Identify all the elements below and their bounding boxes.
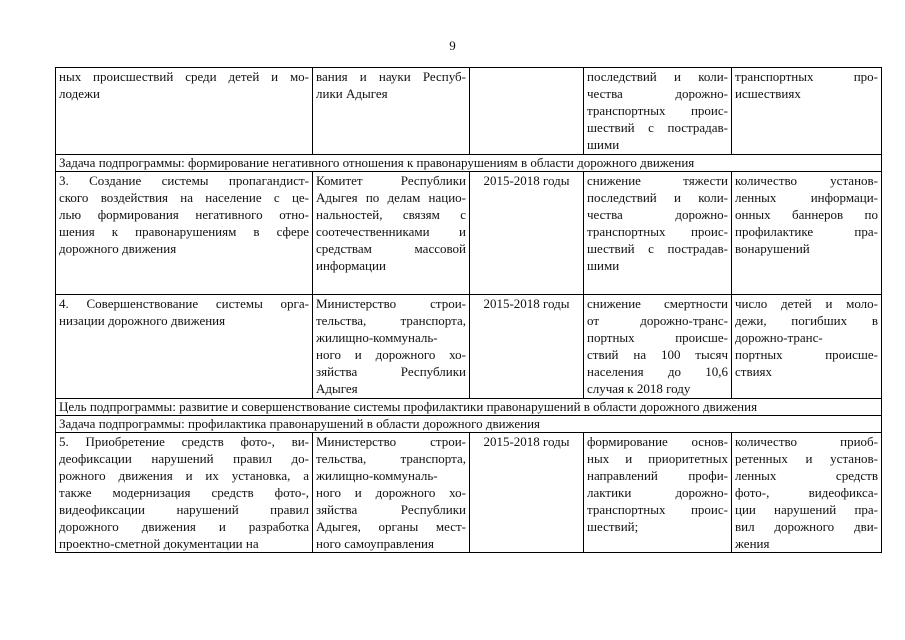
cell-line: снижение смертности	[587, 296, 728, 311]
cell-line: Комитет Республики	[316, 173, 466, 188]
cell-line: нальностей, связям с	[316, 207, 466, 222]
cell-line: шествий с пострадав-	[587, 241, 728, 256]
table-row	[56, 295, 882, 399]
goal-row	[56, 399, 882, 416]
cell-line: ствиях	[735, 364, 773, 379]
cell-line: тельства, транспорта,	[316, 451, 466, 466]
cell-line: ного самоуправления	[316, 536, 434, 551]
indicator-cell	[732, 172, 882, 295]
cell-line: шения к правонарушениям в сфере	[59, 224, 309, 239]
table-row	[56, 68, 882, 155]
period-cell	[470, 68, 584, 155]
cell-line: транспортных проис-	[587, 224, 728, 239]
task-heading: Задача подпрограммы: формирование негативного отношения к правонарушениям в области дорожного движения	[56, 155, 882, 172]
cell-line: проектно-сметной документации на	[59, 536, 259, 551]
cell-line: населения до 10,6	[587, 364, 728, 379]
cell-line: ленных средств	[735, 468, 878, 483]
cell-line: информации	[316, 258, 386, 273]
cell-line: ных и приоритетных	[587, 451, 728, 466]
cell-line: дорожного движения и разработка	[59, 519, 309, 534]
cell-line: случая к 2018 году	[587, 381, 691, 396]
cell-line: дорожного движения	[59, 241, 177, 256]
cell-line: чества дорожно-	[587, 207, 728, 222]
cell-line: последствий и коли-	[587, 69, 728, 84]
cell-line: вил дорожного дви-	[735, 519, 878, 534]
cell-line: транспортных про-	[735, 69, 878, 84]
cell-line: низации дорожного движения	[59, 313, 226, 328]
cell-line: Министерство строи-	[316, 296, 466, 311]
cell-line: шествий с пострадав-	[587, 120, 728, 135]
cell-line: ции нарушений пра-	[735, 502, 878, 517]
result-cell	[584, 68, 732, 155]
cell-line: Адыгея по делам нацио-	[316, 190, 466, 205]
cell-line: исшествиях	[735, 86, 801, 101]
activity-cell	[56, 172, 313, 295]
executor-cell	[313, 295, 470, 399]
cell-line: ленных информаци-	[735, 190, 878, 205]
cell-line: онных баннеров по	[735, 207, 878, 222]
cell-line: количество приоб-	[735, 434, 878, 449]
cell-line: Адыгея, органы мест-	[316, 519, 466, 534]
cell-line: ского воздействия на население с це-	[59, 190, 309, 205]
cell-line: ного и дорожного хо-	[316, 485, 466, 500]
executor-cell	[313, 68, 470, 155]
cell-line: соотечественниками и	[316, 224, 466, 239]
cell-line: профилактике пра-	[735, 224, 878, 239]
cell-line: портных происше-	[735, 347, 878, 362]
cell-line: транспортных проис-	[587, 103, 728, 118]
cell-line: зяйства Республики	[316, 502, 466, 517]
cell-line: средствам массовой	[316, 241, 466, 256]
cell-line: также модернизация средств фото-,	[59, 485, 309, 500]
cell-line: лодежи	[59, 86, 100, 101]
executor-cell	[313, 172, 470, 295]
cell-line: шими	[587, 258, 620, 273]
indicator-cell	[732, 68, 882, 155]
cell-line: шествий;	[587, 519, 639, 534]
cell-line: направлений профи-	[587, 468, 728, 483]
cell-line: ретенных и установ-	[735, 451, 878, 466]
cell-line: видеофиксации нарушений правил	[59, 502, 309, 517]
cell-line: 4. Совершенствование системы орга-	[59, 296, 309, 311]
result-cell	[584, 433, 732, 553]
executor-cell	[313, 433, 470, 553]
cell-line: снижение тяжести	[587, 173, 728, 188]
cell-line: количество установ-	[735, 173, 878, 188]
cell-line: вонарушений	[735, 241, 810, 256]
activity-cell	[56, 295, 313, 399]
cell-line: шими	[587, 137, 620, 152]
cell-line: дорожно-транс-	[735, 330, 823, 345]
cell-line: ствий на 100 тысяч	[587, 347, 728, 362]
cell-line: 5. Приобретение средств фото-, ви-	[59, 434, 309, 449]
period-cell: 2015-2018 годы	[470, 295, 584, 399]
indicator-cell	[732, 433, 882, 553]
cell-line: транспортных проис-	[587, 502, 728, 517]
activity-cell	[56, 433, 313, 553]
cell-line: фото-, видеофикса-	[735, 485, 878, 500]
cell-line: 3. Создание системы пропагандист-	[59, 173, 309, 188]
task-row	[56, 155, 882, 172]
table-row	[56, 433, 882, 553]
cell-line: вания и науки Респуб-	[316, 69, 466, 84]
cell-line: тельства, транспорта,	[316, 313, 466, 328]
goal-heading: Цель подпрограммы: развитие и совершенствование системы профилактики правонарушений в области дорожного движения	[56, 399, 882, 416]
program-table	[55, 67, 882, 553]
result-cell	[584, 295, 732, 399]
result-cell	[584, 172, 732, 295]
period-cell: 2015-2018 годы	[470, 172, 584, 295]
cell-line: последствий и коли-	[587, 190, 728, 205]
page-number: 9	[449, 38, 456, 53]
cell-line: жилищно-коммуналь-	[316, 468, 438, 483]
cell-line: лики Адыгея	[316, 86, 388, 101]
cell-line: зяйства Республики	[316, 364, 466, 379]
cell-line: число детей и моло-	[735, 296, 878, 311]
cell-line: портных происше-	[587, 330, 728, 345]
cell-line: чества дорожно-	[587, 86, 728, 101]
cell-line: ных происшествий среди детей и мо-	[59, 69, 309, 84]
task-row	[56, 416, 882, 433]
cell-line: ного и дорожного хо-	[316, 347, 466, 362]
activity-cell	[56, 68, 313, 155]
cell-line: лактики дорожно-	[587, 485, 728, 500]
cell-line: формирование основ-	[587, 434, 728, 449]
cell-line: лью формирования негативного отно-	[59, 207, 309, 222]
cell-line: деофиксации нарушений правил до-	[59, 451, 309, 466]
indicator-cell	[732, 295, 882, 399]
period-cell: 2015-2018 годы	[470, 433, 584, 553]
cell-line: дежи, погибших в	[735, 313, 878, 328]
cell-line: жилищно-коммуналь-	[316, 330, 438, 345]
cell-line: жения	[735, 536, 770, 551]
table-row	[56, 172, 882, 295]
cell-line: Адыгея	[316, 381, 358, 396]
task-heading: Задача подпрограммы: профилактика правонарушений в области дорожного движения	[56, 416, 882, 433]
cell-line: Министерство строи-	[316, 434, 466, 449]
cell-line: рожного движения и их установка, а	[59, 468, 309, 483]
cell-line: от дорожно-транс-	[587, 313, 728, 328]
